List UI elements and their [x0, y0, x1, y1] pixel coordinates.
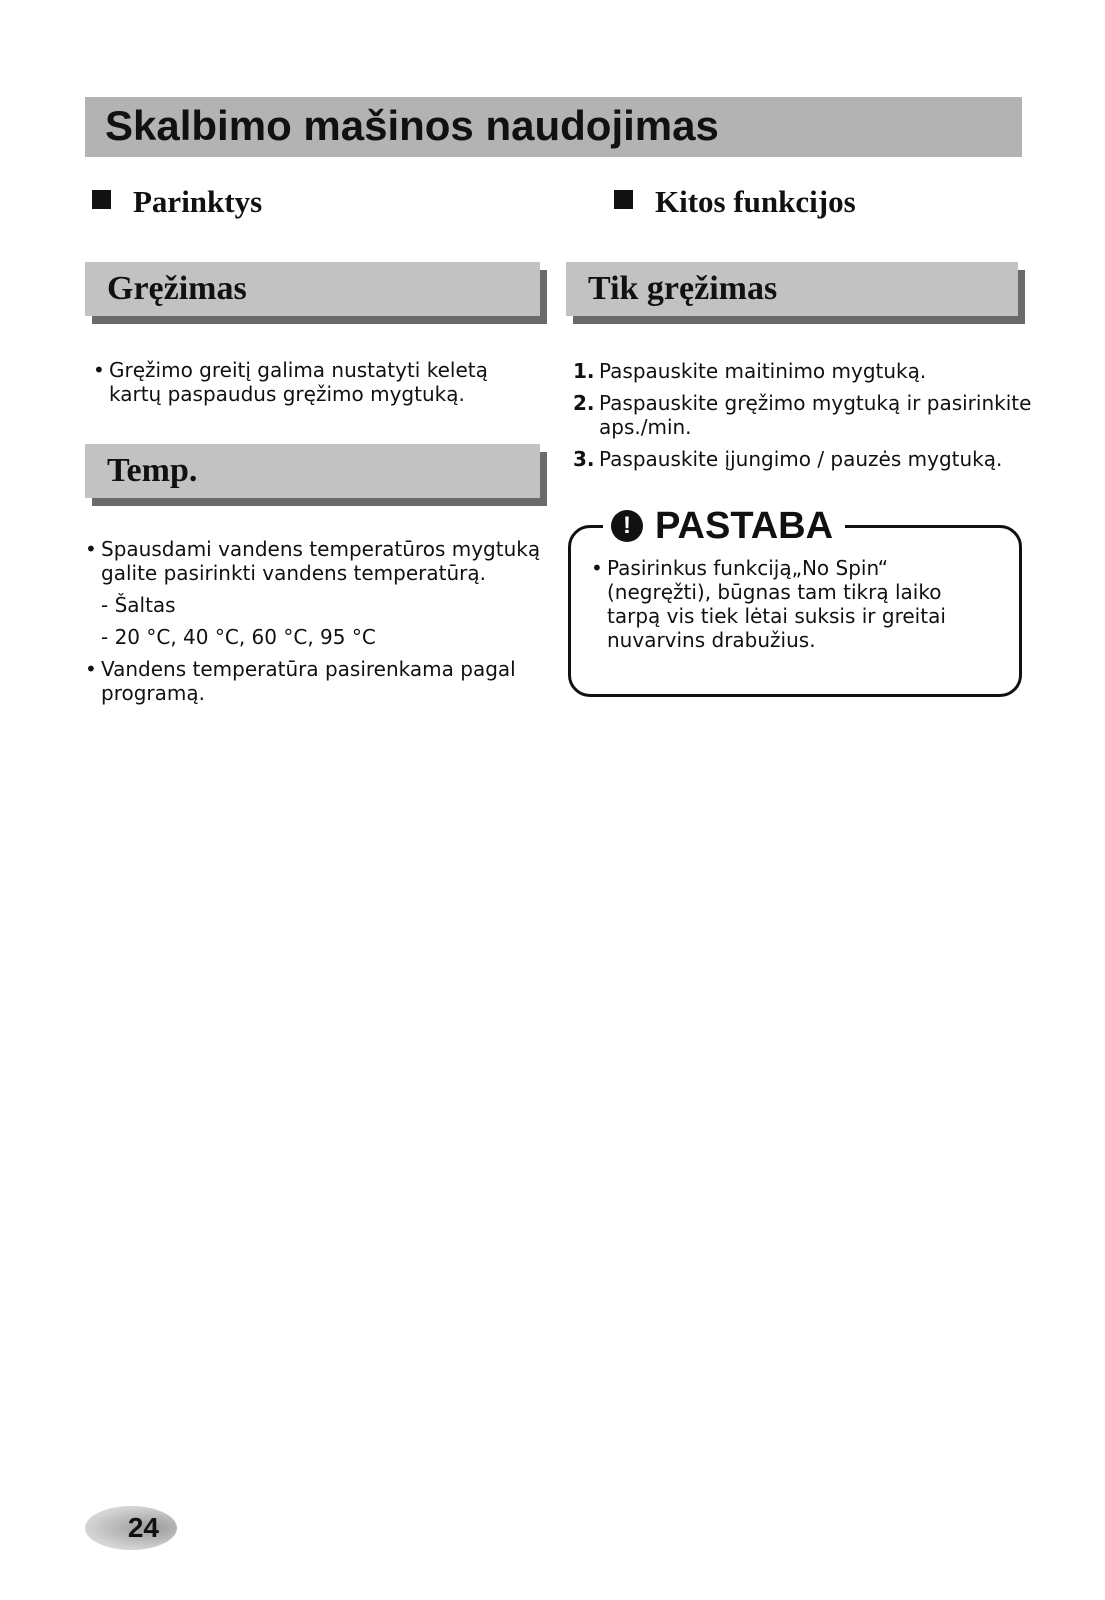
section-title-options-label: Parinktys: [133, 184, 263, 219]
section-title-other-functions-label: Kitos funkcijos: [655, 184, 856, 219]
list-item: [85, 657, 545, 705]
temp-heading-band: [85, 444, 540, 498]
list-item: [573, 359, 1033, 383]
list-item: [573, 447, 1033, 471]
bullet-icon: •: [85, 657, 97, 681]
step-number: 1.: [573, 359, 595, 383]
list-item: [93, 358, 543, 406]
spin-only-heading: Tik gręžimas: [588, 270, 778, 307]
spin-heading: Gręžimas: [107, 270, 247, 307]
note-title: PASTABA: [655, 505, 834, 547]
list-item: [85, 537, 545, 649]
note-header: [603, 504, 845, 548]
step-number: 2.: [573, 391, 595, 415]
square-bullet-icon: [614, 190, 633, 209]
temp-bullet-2-text: Vandens temperatūra pasirenkama pagal programą.: [101, 657, 516, 705]
step-text: Paspauskite gręžimo mygtuką ir pasirinkite aps./min.: [599, 391, 1032, 439]
bullet-icon: •: [591, 556, 603, 580]
step-text: Paspauskite maitinimo mygtuką.: [599, 359, 927, 383]
spin-bullet-text: Gręžimo greitį galima nustatyti keletą kartų paspaudus gręžimo mygtuką.: [109, 358, 488, 406]
list-item: [591, 556, 996, 652]
temp-option-values: - 20 °C, 40 °C, 60 °C, 95 °C: [101, 625, 376, 649]
exclamation-icon: !: [611, 510, 643, 542]
bullet-icon: •: [93, 358, 105, 382]
note-text: Pasirinkus funkciją„No Spin“ (negręžti), būgnas tam tikrą laiko tarpą vis tiek lėtai suksis ir greitai nuvarvins drabužius.: [607, 556, 946, 652]
step-number: 3.: [573, 447, 595, 471]
square-bullet-icon: [92, 190, 111, 209]
temp-bullet-list: [85, 537, 545, 705]
page-title-bar: [85, 97, 1022, 157]
list-item: [573, 391, 1033, 439]
spin-bullet-list: [93, 358, 543, 406]
step-text: Paspauskite įjungimo / pauzės mygtuką.: [599, 447, 1003, 471]
page-title: Skalbimo mašinos naudojimas: [105, 102, 719, 149]
temp-bullet-1-text: Spausdami vandens temperatūros mygtuką galite pasirinkti vandens temperatūrą.: [101, 537, 541, 585]
page-number: 24: [85, 1506, 177, 1550]
note-box: [568, 525, 1022, 697]
section-title-options: [92, 182, 262, 222]
spin-heading-band: [85, 262, 540, 316]
section-title-other-functions: [614, 182, 856, 222]
note-bullet-list: [591, 556, 996, 652]
temp-option-cold: - Šaltas: [101, 593, 176, 617]
spin-only-steps: [573, 359, 1033, 479]
temp-heading: Temp.: [107, 452, 198, 489]
bullet-icon: •: [85, 537, 97, 561]
spin-only-heading-band: [566, 262, 1018, 316]
